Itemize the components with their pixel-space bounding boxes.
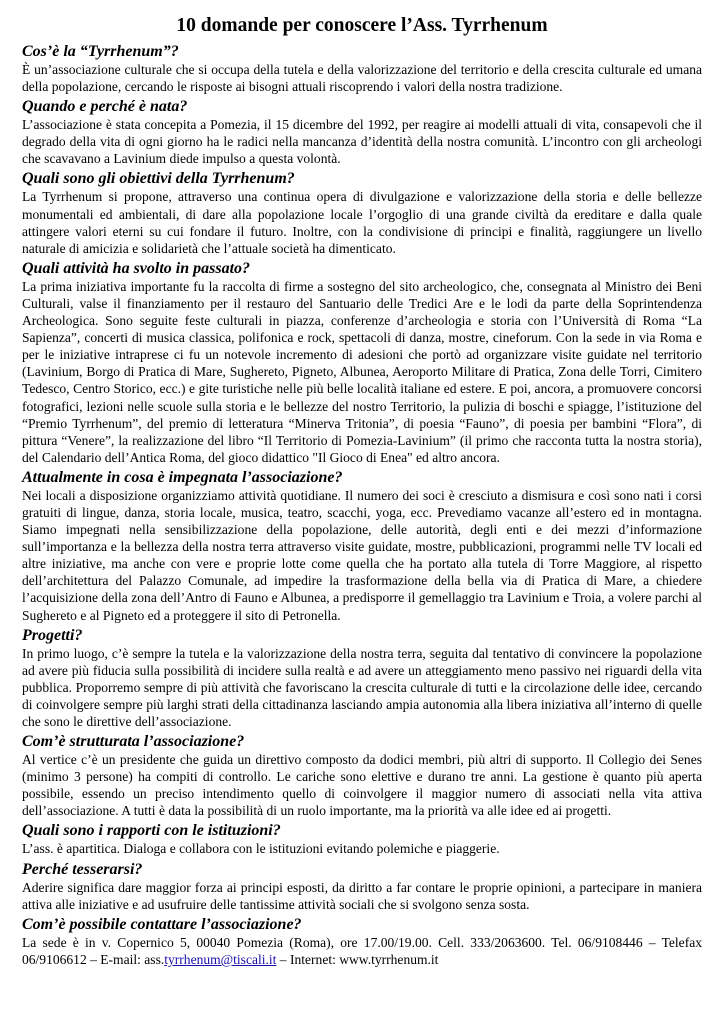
answer-paragraph: L’associazione è stata concepita a Pomezia, il 15 dicembre del 1992, per reagire ai modelli attuali di vita, consapevoli che il degrado della vita di ogni giorno ha le radici nella mancanza d’identità della nostra comunità. L’incontro con gli archeologi che scavavano a Lavinium diede impulso a questa volontà. <box>22 117 702 167</box>
contact-website-text: – Internet: www.tyrrhenum.it <box>276 951 439 967</box>
answer-paragraph: È un’associazione culturale che si occupa della tutela e della valorizzazione del territorio e della crescita culturale ed umana della popolazione, cercando le risposte ai bisogni attuali riscoprendo i valori della nostra tradizione. <box>22 62 702 95</box>
question-heading: Cos’è la “Tyrrhenum”? <box>22 43 179 60</box>
page-title: 10 domande per conoscere l’Ass. Tyrrhenum <box>176 15 548 36</box>
answer-paragraph: Al vertice c’è un presidente che guida un direttivo composto da dodici membri, più altri di supporto. Il Collegio dei Senes (minimo 3 persone) ha compiti di controllo. Le cariche sono elettive e durano tre anni. La gestione è quanto più aperta possibile, essendo un preciso intendimento quello di coinvolgere il maggior numero di associati nella vita attiva dell’associazione. A tutti è data la possibilità di un ruolo importante, ma la priorità va alle idee ed ai progetti. <box>22 752 702 819</box>
answer-paragraph: In primo luogo, c’è sempre la tutela e la valorizzazione della nostra terra, seguita dal tentativo di convincere la popolazione ad avere più fiducia sulla possibilità di incidere sulla realtà e ad avere un atteggiamento meno passivo nei riguardi della vita pubblica. Proporremo sempre di più attività che favoriscano la crescita culturale di tutti e la circolazione delle idee, cercando di coinvolgere sempre più larghi strati della cittadinanza lasciando ampia autonomia alla libera iniziativa all’interno di quelle che sono le direttive dell’associazione. <box>22 645 702 729</box>
question-heading: Quali attività ha svolto in passato? <box>22 259 251 277</box>
answer-paragraph: Nei locali a disposizione organizziamo attività quotidiane. Il numero dei soci è cresciuto a dismisura e così sono nati i corsi gratuiti di lingue, danza, storia locale, musica, teatro, scacchi, yoga, ecc. Prevediamo vacanze all’estero ed in montagna. Siamo impegnati nella sensibilizzazione della popolazione, delle autorità, degli enti e dei mezzi d’informazione sull’importanza e la bellezza della nostra terra attraverso visite guidate, mostre, pubblicazioni, programmi nelle TV locali ed altre iniziative, ma anche con vere e proprie lotte come quella che ha portato alla tutela di Torre Maggiore, al rispetto dell’architettura del Palazzo Comunale, ad impedire la trasformazione della bella via di Pratica di Mare, a chiedere l’acquisizione della zona dell’Antro di Fauno e Albunea, a predisporre il gemellaggio tra Lavinium e Troia, a volere parchi al Sughereto e al Pigneto ed a proteggere il sito di Petronella. <box>22 487 702 623</box>
question-heading: Attualmente in cosa è impegnata l’associazione? <box>22 468 343 486</box>
question-heading: Quali sono i rapporti con le istituzioni? <box>22 822 281 840</box>
answer-paragraph: L’ass. è apartitica. Dialoga e collabora con le istituzioni evitando polemiche e piaggerie. <box>22 841 500 857</box>
answer-paragraph: Aderire significa dare maggior forza ai principi esposti, da diritto a far contare le proprie opinioni, a partecipare in maniera attiva alle iniziative e ad usufruire delle tantissime attività sociali che si svolgono senza sosta. <box>22 879 702 912</box>
contact-heading: Com’è possibile contattare l’associazione? <box>22 915 302 933</box>
question-heading: Com’è strutturata l’associazione? <box>22 733 245 751</box>
answer-paragraph: La prima iniziativa importante fu la raccolta di firme a sostegno del sito archeologico, che, consegnata al Ministro dei Beni Culturali, valse il finanziamento per il restauro del Santuario delle Tredici Are e le lodi da parte della Soprintendenza Archeologica. Sono seguite feste culturali in piazza, conferenze d’archeologia e storia con l’Università di Roma “La Sapienza”, concerti di musica classica, polifonica e rock, spettacoli di danza, mostre, cineforum. Con la sede in via Roma e per le iniziative intraprese ci fu un notevole incremento di adesioni che portò ad organizzare visite guidate nel territorio (Lavinium, Borgo di Pratica di Mare, Sughereto, Pigneto, Albunea, Aeroporto Militare di Pratica, Zona delle Torri, Cimitero Tedesco, Centro Storico, ecc.) e gite turistiche nelle più belle località italiane ed estere. E poi, ancora, a promuovere concorsi fotografici, lezioni nelle scuole sulla storia e le bellezze del nostro Territorio, la pulizia di boschi e spiagge, l’istituzione del “Premio Tyrrhenum”, del premio di letteratura “Minerva Tritonia”, di poesia “Fauno”, di poesia per bambini “Flora”, di pittura “Venere”, la realizzazione del libro “Il Territorio di Pomezia-Lavinium” (il primo che racconta tutta la nostra storia), del Calendario dell’Antica Roma, del gioco didattico "Il Gioco di Enea" ed altro ancora. <box>22 278 702 465</box>
question-heading: Progetti? <box>22 626 83 644</box>
email-link[interactable]: tyrrhenum@tiscali.it <box>164 951 277 967</box>
contact-paragraph <box>22 934 702 968</box>
question-heading: Perché tesserarsi? <box>22 860 143 878</box>
contact-text: La sede è in v. Copernico 5, 00040 Pomezia (Roma), ore 17.00/19.00. Cell. 333/2063600. Tel. 06/9108446 – Telefax 06/9106612 – E-mail: ass. <box>22 934 702 967</box>
question-heading: Quando e perché è nata? <box>22 98 188 116</box>
answer-paragraph: La Tyrrhenum si propone, attraverso una continua opera di divulgazione e valorizzazione della storia e delle bellezze monumentali ed ambientali, di dare alla popolazione locale l’orgoglio di una grande civiltà da ereditare e dalla quale attingere valori eterni su cui fondare il futuro. Inoltre, con la condivisione di principi e finalità, raggiungere un livello naturale di amicizia e solidarietà che l’attuale società ha dimenticato. <box>22 189 702 256</box>
question-heading: Quali sono gli obiettivi della Tyrrhenum? <box>22 170 295 188</box>
